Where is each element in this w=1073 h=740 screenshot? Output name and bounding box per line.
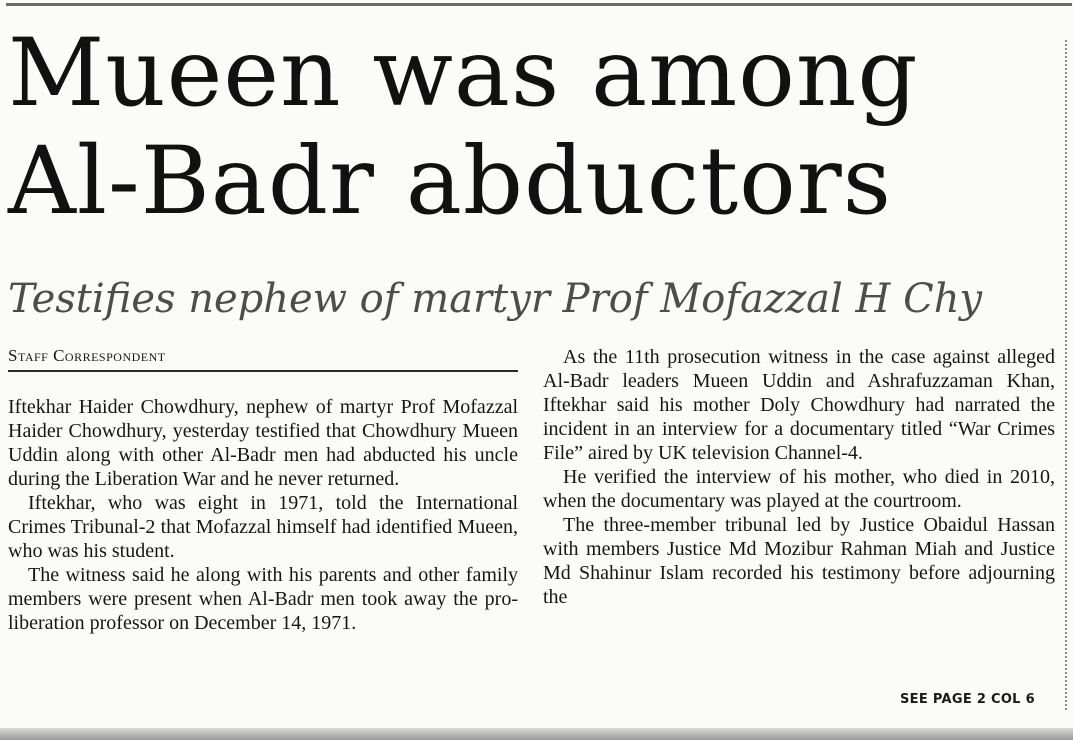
article-column-1 (8, 395, 518, 635)
perforated-edge (1065, 40, 1067, 710)
paragraph: Iftekhar, who was eight in 1971, told the International Crimes Tribunal-2 that Mofazzal himself had identified Mueen, who was his student. (8, 492, 518, 562)
bottom-edge (0, 728, 1073, 740)
paragraph: The three-member tribunal led by Justice Obaidul Hassan with members Justice Md Mozibur Rahman Miah and Justice Md Shahinur Islam recorded his testimony before adjourning the (543, 514, 1055, 608)
byline: Staff Correspondent (8, 346, 518, 372)
paragraph: As the 11th prosecution witness in the case against alleged Al-Badr leaders Mueen Uddin and Ashrafuzzaman Khan, Iftekhar said his mother Doly Chowdhury had narrated the incident in an interview for a documentary titled “War Crimes File” aired by UK television Channel-4. (543, 346, 1055, 464)
headline-line-1: Mueen was among (8, 19, 919, 128)
continuation-note: SEE PAGE 2 COL 6 (900, 692, 1035, 707)
headline-line-2: Al-Badr abductors (8, 127, 892, 236)
top-rule (6, 3, 1072, 6)
paragraph: The witness said he along with his parents and other family members were present when Al-Badr men took away the pro-liberation professor on December 14, 1971. (8, 564, 518, 634)
subheadline: Testifies nephew of martyr Prof Mofazzal H Chy (8, 276, 983, 322)
paragraph: Iftekhar Haider Chowdhury, nephew of martyr Prof Mofazzal Haider Chowdhury, yesterday testified that Chowdhury Mueen Uddin along with other Al-Badr men had abducted his uncle during the Liberation War and he never returned. (8, 396, 518, 490)
article-column-2 (543, 345, 1055, 609)
paragraph: He verified the interview of his mother, who died in 2010, when the documentary was played at the courtroom. (543, 466, 1055, 512)
headline (8, 20, 919, 236)
